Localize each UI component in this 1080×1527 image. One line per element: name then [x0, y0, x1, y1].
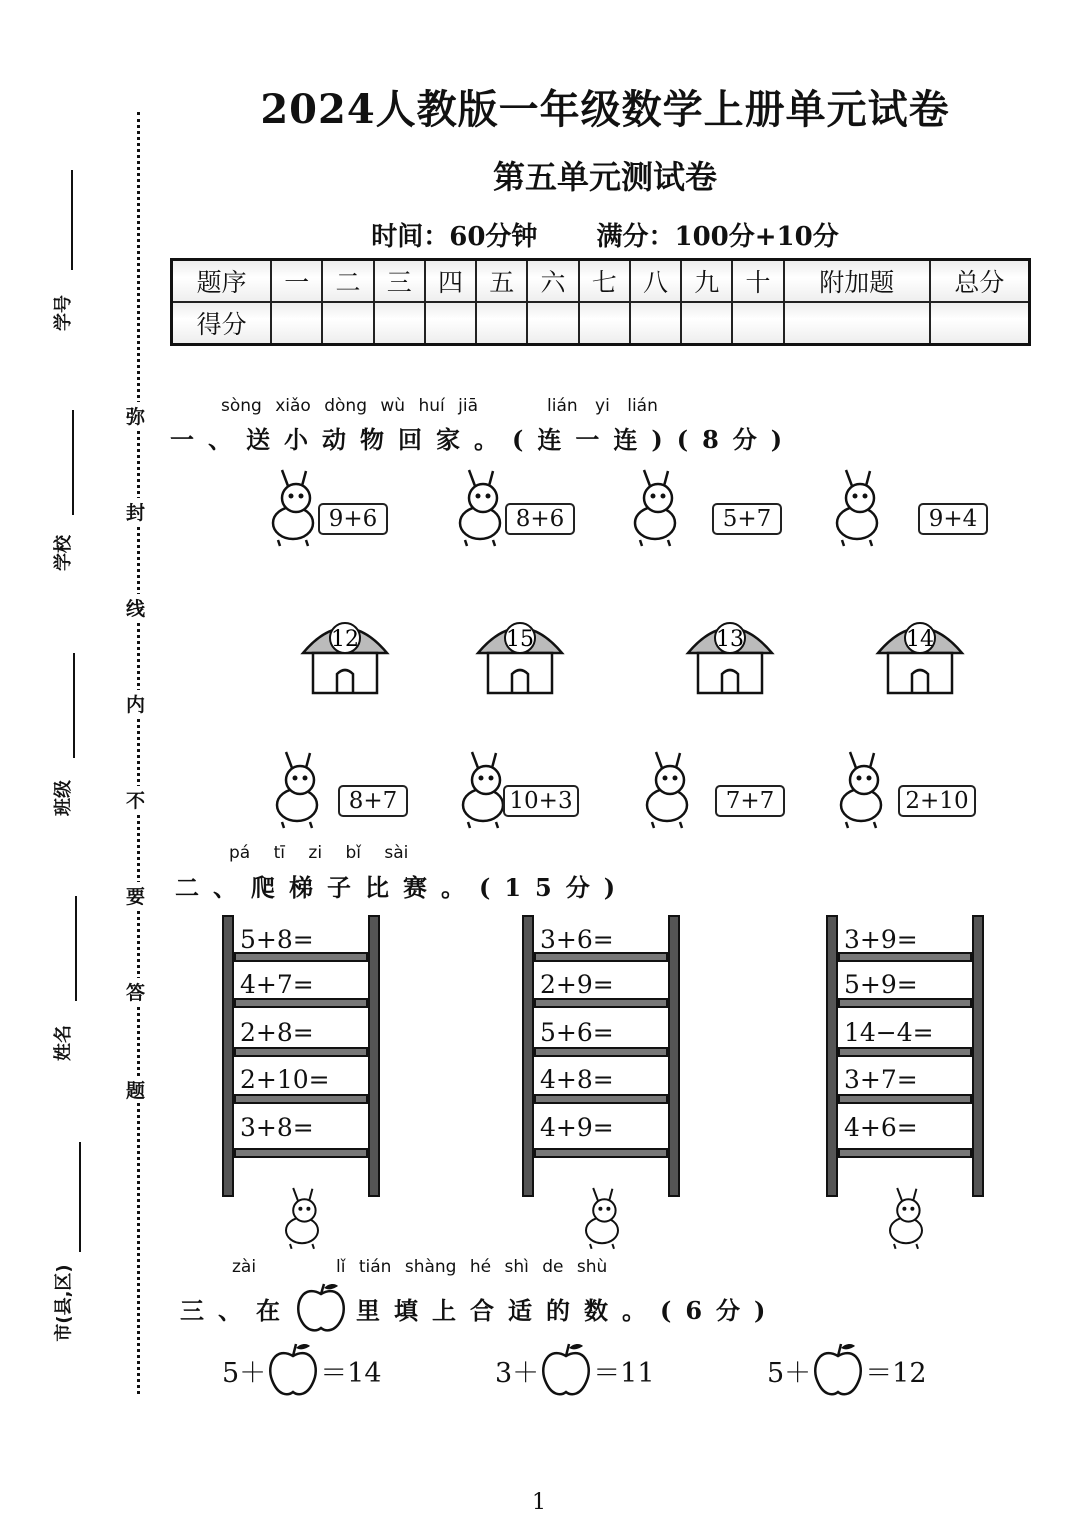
table-header-cell: 题序: [172, 260, 272, 303]
table-header-cell: 总分: [930, 260, 1030, 303]
ladder: [522, 915, 680, 1197]
equation-left: 3＋: [495, 1357, 540, 1389]
dog-icon: [822, 468, 892, 548]
score-cell[interactable]: [476, 302, 527, 345]
score-cell[interactable]: [930, 302, 1030, 345]
pinyin: pá tī zi bǐ sài: [229, 843, 409, 863]
score-cell[interactable]: [527, 302, 578, 345]
exam-subtitle: 第五单元测试卷: [492, 158, 717, 196]
name-label: 姓名: [53, 1025, 74, 1061]
house-number: 13: [716, 627, 744, 652]
pinyin: sòng xiǎo dòng wù huí jiā: [221, 396, 479, 416]
mushroom-house-icon: [295, 608, 395, 698]
ladder-rung: [234, 1148, 368, 1158]
house-number: 12: [331, 627, 359, 652]
table-header-cell: 四: [425, 260, 476, 303]
monkey-icon: [262, 750, 332, 830]
ladder-rail: [826, 915, 838, 1197]
pinyin: zài: [232, 1257, 257, 1277]
fill-in-equation: [495, 1340, 655, 1400]
heading-part: 里填上合适的数。(6分): [356, 1295, 780, 1325]
ladder-rung: [534, 1094, 668, 1104]
ladder-rail: [522, 915, 534, 1197]
cow-icon: [632, 750, 702, 830]
seal-word: 线: [126, 594, 145, 621]
cat-icon: [878, 1186, 934, 1250]
class-line[interactable]: [73, 653, 75, 758]
ladder-rung: [838, 1094, 972, 1104]
seal-word: 封: [126, 498, 145, 525]
score-cell[interactable]: [322, 302, 373, 345]
section-2-heading: 二、爬梯子比赛。(15分): [175, 873, 630, 902]
apple-icon[interactable]: [539, 1340, 593, 1400]
equation-left: 5＋: [222, 1357, 267, 1389]
tent-icon: [470, 608, 570, 698]
ladder-rail: [668, 915, 680, 1197]
equation-right: ＝14: [320, 1357, 382, 1389]
ladder-step-equation[interactable]: 3+7=: [844, 1065, 918, 1094]
house-number: 14: [906, 627, 934, 652]
time-limit: 时间：60分钟: [371, 222, 538, 252]
ladder-step-equation[interactable]: 2+8=: [240, 1018, 314, 1047]
ladder-rung: [234, 1047, 368, 1057]
table-header-cell: 五: [476, 260, 527, 303]
apple-icon[interactable]: [811, 1340, 865, 1400]
score-cell[interactable]: [630, 302, 681, 345]
equation-right: ＝12: [865, 1357, 927, 1389]
ladder-rung: [838, 1148, 972, 1158]
expression-card[interactable]: 9+4: [918, 503, 988, 535]
ladder-step-equation[interactable]: 3+9=: [844, 925, 918, 954]
seal-word: 内: [126, 690, 145, 717]
ladder-rail: [972, 915, 984, 1197]
expression-card[interactable]: 2+10: [898, 785, 976, 817]
ladder-step-equation[interactable]: 4+8=: [540, 1065, 614, 1094]
ladder-step-equation[interactable]: 4+9=: [540, 1113, 614, 1142]
ladder-rung: [534, 998, 668, 1008]
table-header-cell: 二: [322, 260, 373, 303]
score-cell[interactable]: [579, 302, 630, 345]
score-label: 得分: [172, 302, 272, 345]
city-line[interactable]: [79, 1142, 81, 1252]
ladder-rung: [534, 1148, 668, 1158]
city-label: 市(县,区): [53, 1264, 75, 1342]
expression-card[interactable]: 5+7: [712, 503, 782, 535]
ladder-rung: [234, 1094, 368, 1104]
table-header-cell: 附加题: [784, 260, 930, 303]
name-line[interactable]: [75, 896, 77, 1001]
table-header-cell: 七: [579, 260, 630, 303]
ladder-rung: [234, 998, 368, 1008]
animal[interactable]: [822, 468, 892, 552]
class-label: 班级: [53, 780, 74, 816]
exam-info: [0, 216, 1080, 253]
animal[interactable]: [632, 750, 702, 834]
house[interactable]: [680, 608, 780, 702]
animal[interactable]: [262, 750, 332, 834]
score-cell[interactable]: [784, 302, 930, 345]
expression-card[interactable]: 8+6: [505, 503, 575, 535]
seal-word: 题: [126, 1076, 145, 1103]
animal[interactable]: [620, 468, 690, 552]
expression-card[interactable]: 8+7: [338, 785, 408, 817]
score-table: [170, 258, 1031, 346]
score-cell[interactable]: [374, 302, 425, 345]
bird-icon: [826, 750, 896, 830]
ladder-step-equation[interactable]: 4+7=: [240, 970, 314, 999]
student-id-label: 学号: [53, 295, 74, 331]
ladder: [222, 915, 380, 1197]
house[interactable]: [870, 608, 970, 702]
fill-in-equation: [222, 1340, 382, 1400]
expression-card[interactable]: 7+7: [715, 785, 785, 817]
ladder-step-equation[interactable]: 2+10=: [240, 1065, 330, 1094]
seal-word: 要: [126, 882, 145, 909]
table-header-cell: 八: [630, 260, 681, 303]
house-number: 15: [506, 627, 534, 652]
section-3-heading: [180, 1282, 779, 1334]
table-header-cell: 六: [527, 260, 578, 303]
table-header-cell: 一: [271, 260, 322, 303]
page-number: 1: [532, 1490, 546, 1515]
ladder-step-equation[interactable]: 5+6=: [540, 1018, 614, 1047]
seal-word: 答: [126, 978, 145, 1005]
house[interactable]: [470, 608, 570, 702]
equation-right: ＝11: [593, 1357, 655, 1389]
ladder-step-equation[interactable]: 5+8=: [240, 925, 314, 954]
apple-icon[interactable]: [266, 1340, 320, 1400]
seal-word: 弥: [126, 402, 145, 429]
table-header-cell: 三: [374, 260, 425, 303]
pinyin: lǐ tián shàng hé shì de shù: [336, 1257, 608, 1277]
pinyin: lián yi lián: [547, 396, 658, 416]
ladder-animal: [574, 1186, 630, 1253]
fill-in-equation: [767, 1340, 927, 1400]
full-score: 满分：100分+10分: [596, 222, 839, 252]
animal[interactable]: [826, 750, 896, 834]
score-row: [172, 302, 1030, 345]
expression-card[interactable]: 9+6: [318, 503, 388, 535]
rabbit-icon: [274, 1186, 330, 1250]
ladder-animal: [274, 1186, 330, 1253]
equation-left: 5＋: [767, 1357, 812, 1389]
dog-icon: [574, 1186, 630, 1250]
heading-part: 三、在: [180, 1295, 294, 1325]
ladder-step-equation[interactable]: 4+6=: [844, 1113, 918, 1142]
ladder-step-equation[interactable]: 3+8=: [240, 1113, 314, 1142]
expression-card[interactable]: 10+3: [503, 785, 579, 817]
ladder-rung: [838, 998, 972, 1008]
ladder-rail: [222, 915, 234, 1197]
score-cell[interactable]: [732, 302, 783, 345]
ladder-rung: [534, 1047, 668, 1057]
ladder-rung: [838, 1047, 972, 1057]
school-line[interactable]: [72, 410, 74, 515]
table-header-cell: 十: [732, 260, 783, 303]
ladder-step-equation[interactable]: 3+6=: [540, 925, 614, 954]
section-1-heading: 一、送小动物回家。(连一连)(8分): [170, 425, 797, 454]
exam-title: 2024人教版一年级数学上册单元试卷: [260, 86, 950, 133]
seal-line: [137, 112, 140, 1394]
house[interactable]: [295, 608, 395, 702]
school-label: 学校: [53, 535, 74, 571]
mushroom-house-icon: [870, 608, 970, 698]
apple-icon: [294, 1282, 348, 1334]
ladder-step-equation[interactable]: 14−4=: [844, 1018, 934, 1047]
ladder-step-equation[interactable]: 2+9=: [540, 970, 614, 999]
ladder: [826, 915, 984, 1197]
seal-word: 不: [126, 786, 145, 813]
rabbit-icon: [620, 468, 690, 548]
score-cell[interactable]: [271, 302, 322, 345]
ladder-rail: [368, 915, 380, 1197]
house-icon: [680, 608, 780, 698]
question-number-row: [172, 260, 1030, 303]
table-header-cell: 九: [681, 260, 732, 303]
ladder-step-equation[interactable]: 5+9=: [844, 970, 918, 999]
ladder-animal: [878, 1186, 934, 1253]
score-cell[interactable]: [425, 302, 476, 345]
score-cell[interactable]: [681, 302, 732, 345]
